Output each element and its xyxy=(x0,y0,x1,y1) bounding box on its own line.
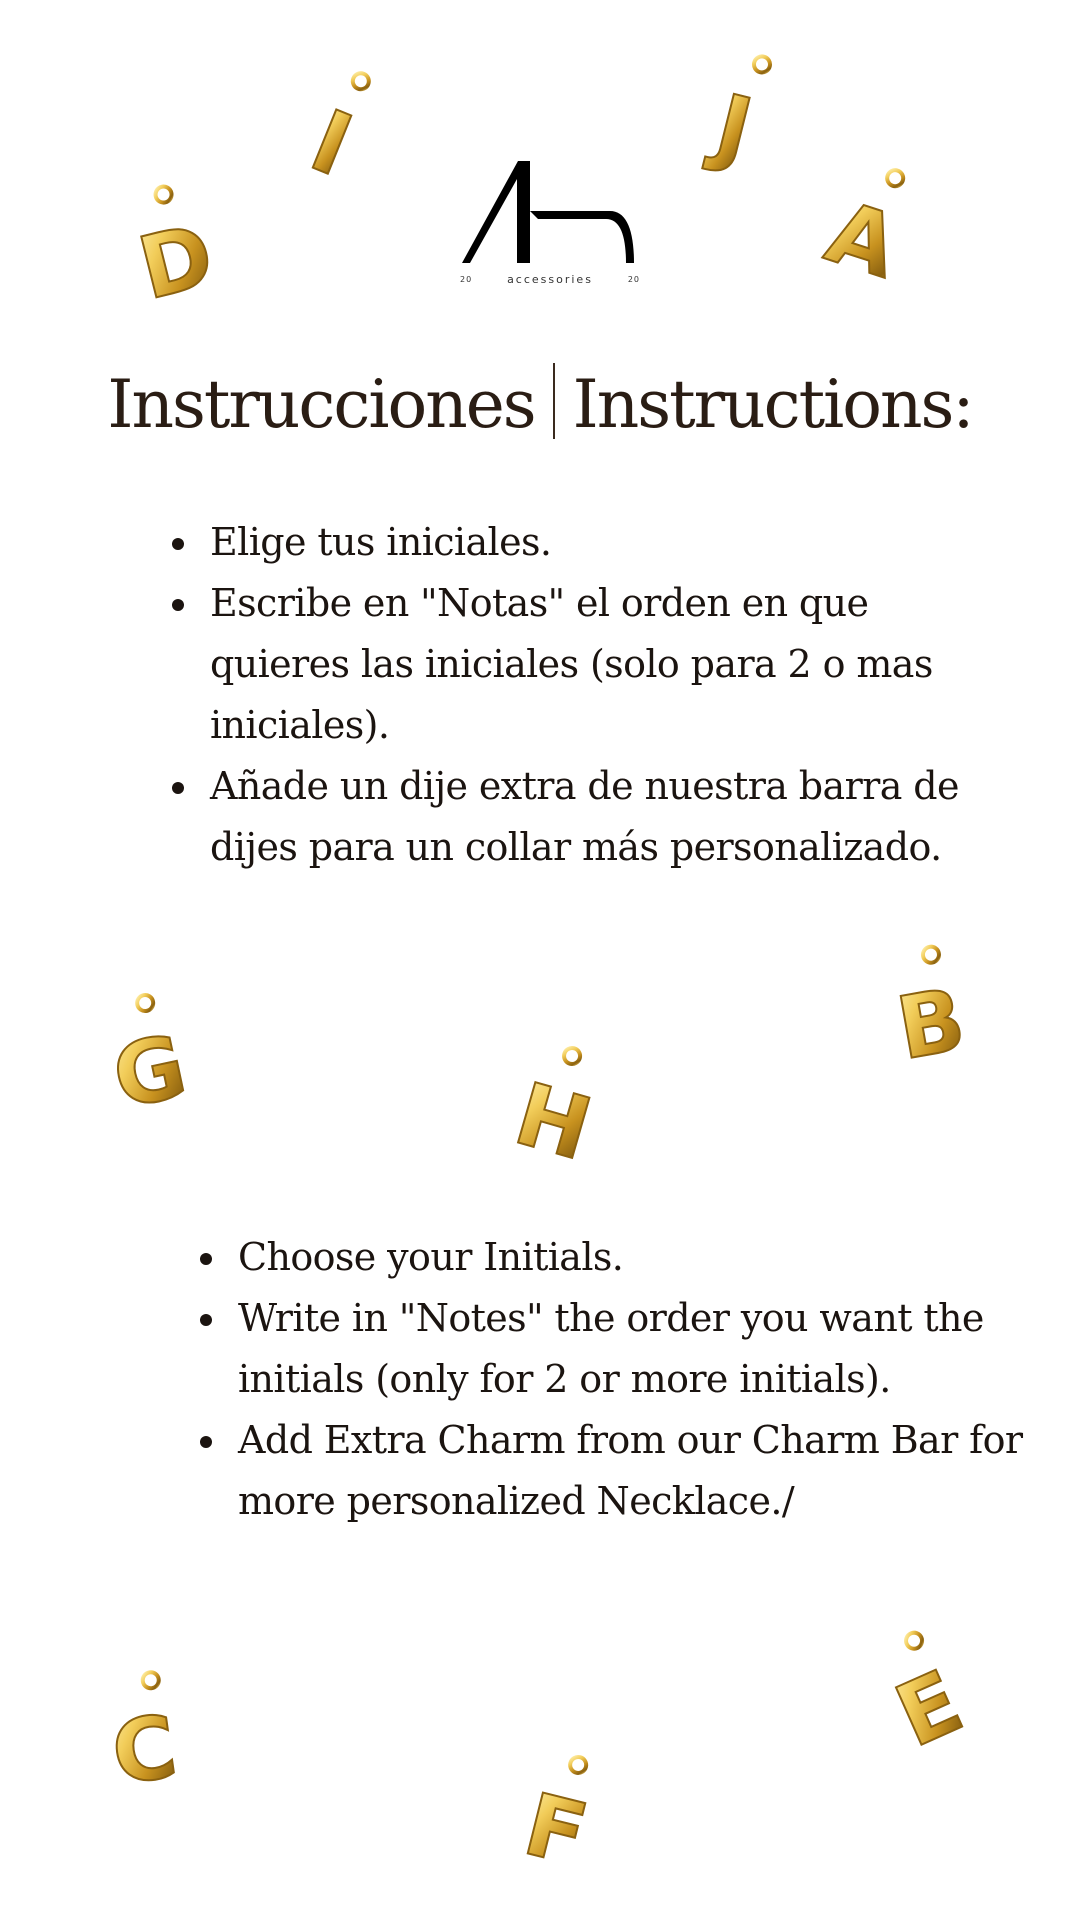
brand-logo xyxy=(460,155,640,290)
list-item: Write in "Notes" the order you want the initials (only for 2 or more initials). xyxy=(238,1288,1038,1410)
charm-f-icon xyxy=(486,1735,634,1890)
page-title xyxy=(0,360,1080,450)
ak-logo-mark-icon xyxy=(460,155,640,267)
list-item: Choose your Initials. xyxy=(238,1227,1038,1288)
svg-text:D: D xyxy=(129,205,224,320)
logo-year-right: 20 xyxy=(627,275,640,284)
title-spanish: Instrucciones xyxy=(107,366,535,443)
logo-brand-text: accessories xyxy=(507,273,593,286)
svg-text:C: C xyxy=(106,1696,183,1805)
svg-text:F: F xyxy=(515,1774,597,1887)
logo-year-left: 20 xyxy=(460,275,473,284)
charm-a-icon xyxy=(791,143,945,304)
title-english: Instructions: xyxy=(572,366,973,443)
instructions-english-list xyxy=(238,1227,1038,1532)
list-item: Escribe en "Notas" el orden en que quieres las iniciales (solo para 2 o mas iniciales). xyxy=(210,573,970,756)
list-item: Añade un dije extra de nuestra barra de dijes para un collar más personalizado. xyxy=(210,756,970,878)
svg-text:B: B xyxy=(890,969,973,1080)
charm-d-icon xyxy=(98,167,246,322)
svg-text:A: A xyxy=(815,182,910,298)
charm-j-icon xyxy=(664,33,812,188)
list-item: Elige tus iniciales. xyxy=(210,512,970,573)
logo-subtitle xyxy=(460,273,640,286)
svg-text:H: H xyxy=(504,1064,602,1181)
svg-text:G: G xyxy=(104,1016,195,1129)
svg-text:J: J xyxy=(706,76,762,181)
svg-text:I: I xyxy=(297,91,365,197)
title-divider xyxy=(553,363,555,439)
list-item: Add Extra Charm from our Charm Bar for more personalized Necklace./ xyxy=(238,1410,1038,1532)
svg-text:E: E xyxy=(882,1651,977,1768)
charm-h-icon xyxy=(482,1026,633,1184)
charm-b-icon xyxy=(858,933,999,1082)
instructions-spanish-list xyxy=(210,512,970,878)
charm-g-icon xyxy=(74,979,218,1131)
charm-e-icon xyxy=(841,1609,1004,1777)
charm-i-icon xyxy=(258,44,418,209)
charm-c-icon xyxy=(74,1660,211,1805)
